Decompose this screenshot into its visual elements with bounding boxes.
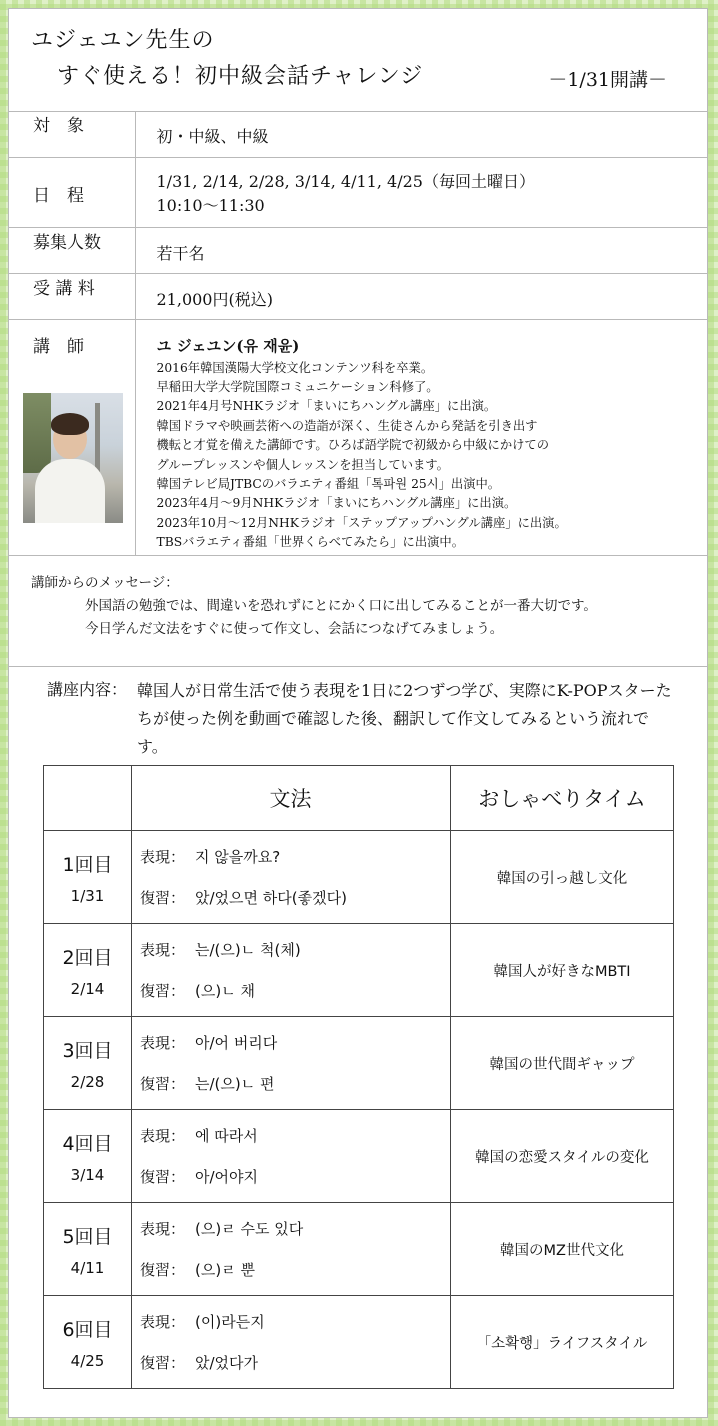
review-label: 復習： (140, 1261, 186, 1279)
schedule-label: 日 程 (9, 157, 135, 227)
lecturer-value (135, 319, 707, 555)
review-label: 復習： (140, 889, 186, 907)
session-date: 4/11 (70, 1258, 105, 1277)
grammar-cell (132, 831, 451, 924)
table-row (44, 1296, 674, 1389)
expr-value: 아/어 버리다 (195, 1034, 278, 1052)
talk-topic: 韓国のMZ世代文化 (451, 1203, 674, 1296)
review-value: 아/어야지 (195, 1168, 259, 1186)
lecturer-label: 講 師 (33, 336, 84, 357)
session-cell (44, 1296, 132, 1389)
session-cell (44, 831, 132, 924)
header-blank (44, 766, 132, 831)
course-label: 講座内容： (47, 680, 128, 699)
expr-label: 表現： (140, 1220, 186, 1238)
info-row-schedule (9, 157, 707, 227)
grammar-cell (132, 1296, 451, 1389)
schedule-dates: 1/31, 2/14, 2/28, 3/14, 4/11, 4/25（毎回土曜日） (156, 171, 535, 191)
bio-line: TBSバラエティ番組「世界くらべてみたら」に出演中。 (156, 535, 465, 550)
expr-value: (으)ㄹ 수도 있다 (195, 1220, 304, 1238)
message-block (9, 555, 707, 667)
expr-label: 表現： (140, 848, 186, 866)
header-grammar: 文法 (132, 766, 451, 831)
session-cell (44, 1203, 132, 1296)
review-value: (으)ㄴ 채 (195, 982, 255, 1000)
table-row (44, 1110, 674, 1203)
schedule-header-row (44, 766, 674, 831)
schedule-table (43, 765, 674, 1389)
schedule-time: 10:10～11:30 (156, 195, 265, 215)
expr-label: 表現： (140, 1127, 186, 1145)
expr-value: 지 않을까요? (195, 848, 281, 866)
fee-value: 21,000円(税込) (135, 273, 707, 319)
message-label: 講師からのメッセージ： (31, 575, 179, 591)
schedule-value (135, 157, 707, 227)
session-date: 1/31 (70, 886, 105, 905)
start-date: －1/31開講－ (548, 69, 667, 91)
lecturer-name: ユ ジェユン(유 재윤) (156, 336, 300, 355)
flyer-page (8, 8, 708, 1418)
review-label: 復習： (140, 982, 186, 1000)
grammar-cell (132, 1017, 451, 1110)
lecturer-label-cell (9, 319, 135, 555)
bio-line: グループレッスンや個人レッスンを担当しています。 (156, 457, 449, 472)
review-value: 았/었다가 (195, 1354, 259, 1372)
expr-value: (이)라든지 (195, 1313, 265, 1331)
grammar-cell (132, 924, 451, 1017)
talk-topic: 韓国人が好きなMBTI (451, 924, 674, 1017)
fee-label: 受 講 料 (9, 273, 135, 319)
message-line: 今日学んだ文法をすぐに使って作文し、会話につなげてみましょう。 (85, 621, 504, 637)
info-table (9, 111, 707, 556)
session-cell (44, 1110, 132, 1203)
session-number: 6回目 (62, 1318, 113, 1341)
expr-value: 는/(으)ㄴ 척(체) (195, 941, 301, 959)
info-row-fee (9, 273, 707, 319)
session-number: 1回目 (62, 853, 113, 876)
table-row (44, 831, 674, 924)
message-line: 外国語の勉強では、間違いを恐れずにとにかく口に出してみることが一番大切です。 (85, 598, 597, 614)
session-date: 3/14 (70, 1165, 105, 1184)
bio-line: 韓国ドラマや映画芸術への造詣が深く、生徒さんから発話を引き出す (156, 418, 538, 433)
lecturer-photo (23, 393, 123, 523)
session-date: 2/28 (70, 1072, 105, 1091)
bio-line: 2023年4月～9月NHKラジオ「まいにちハングル講座」に出演。 (156, 496, 517, 511)
expr-value: 에 따라서 (195, 1127, 258, 1145)
title-block (9, 9, 707, 112)
session-number: 2回目 (62, 946, 113, 969)
bio-line: 早稲田大学大学院国際コミュニケーション科修了。 (156, 379, 439, 394)
header-talk: おしゃべりタイム (451, 766, 674, 831)
expr-label: 表現： (140, 1313, 186, 1331)
grammar-cell (132, 1203, 451, 1296)
review-value: 았/었으면 하다(좋겠다) (195, 889, 347, 907)
count-label: 募集人数 (9, 227, 135, 273)
course-text: 韓国人が日常生活で使う表現を1日に2つずつ学び、実際にK-POPスターたちが使った例を動画で確認した後、翻訳して作文してみるという流れです。 (137, 681, 672, 756)
session-number: 3回目 (62, 1039, 113, 1062)
table-row (44, 924, 674, 1017)
talk-topic: 韓国の恋愛スタイルの変化 (451, 1110, 674, 1203)
info-row-target (9, 111, 707, 157)
review-label: 復習： (140, 1168, 186, 1186)
review-value: 는/(으)ㄴ 편 (195, 1075, 275, 1093)
session-date: 2/14 (70, 979, 105, 998)
bio-line: 2021年4月号NHKラジオ「まいにちハングル講座」に出演。 (156, 399, 497, 414)
talk-topic: 韓国の世代間ギャップ (451, 1017, 674, 1110)
title-line-1: ユジェユン先生の (31, 28, 215, 53)
session-cell (44, 1017, 132, 1110)
table-row (44, 1017, 674, 1110)
message-text (85, 595, 597, 641)
table-row (44, 1203, 674, 1296)
target-value: 初・中級、中級 (135, 111, 707, 157)
session-number: 4回目 (62, 1132, 113, 1155)
review-label: 復習： (140, 1354, 186, 1372)
lecturer-bio (157, 359, 707, 553)
title-line-2: すぐ使える！初中級会話チャレンジ (57, 64, 424, 89)
expr-label: 表現： (140, 941, 186, 959)
grammar-cell (132, 1110, 451, 1203)
count-value: 若干名 (135, 227, 707, 273)
bio-line: 機転と才覚を備えた講師です。ひろば語学院で初級から中級にかけての (156, 438, 550, 453)
expr-label: 表現： (140, 1034, 186, 1052)
info-row-lecturer (9, 319, 707, 555)
talk-topic: 韓国の引っ越し文化 (451, 831, 674, 924)
session-number: 5回目 (62, 1225, 113, 1248)
session-date: 4/25 (70, 1351, 105, 1370)
session-cell (44, 924, 132, 1017)
review-value: (으)ㄹ 뿐 (195, 1261, 255, 1279)
bio-line: 韓国テレビ局JTBCのバラエティ番組「톡파원 25시」出演中。 (156, 476, 501, 491)
review-label: 復習： (140, 1075, 186, 1093)
target-label: 対 象 (9, 111, 135, 157)
bio-line: 2023年10月～12月NHKラジオ「ステップアップハングル講座」に出演。 (156, 515, 567, 530)
bio-line: 2016年韓国漢陽大学校文化コンテンツ科を卒業。 (156, 360, 434, 375)
info-row-count (9, 227, 707, 273)
talk-topic: 「소확행」ライフスタイル (451, 1296, 674, 1389)
